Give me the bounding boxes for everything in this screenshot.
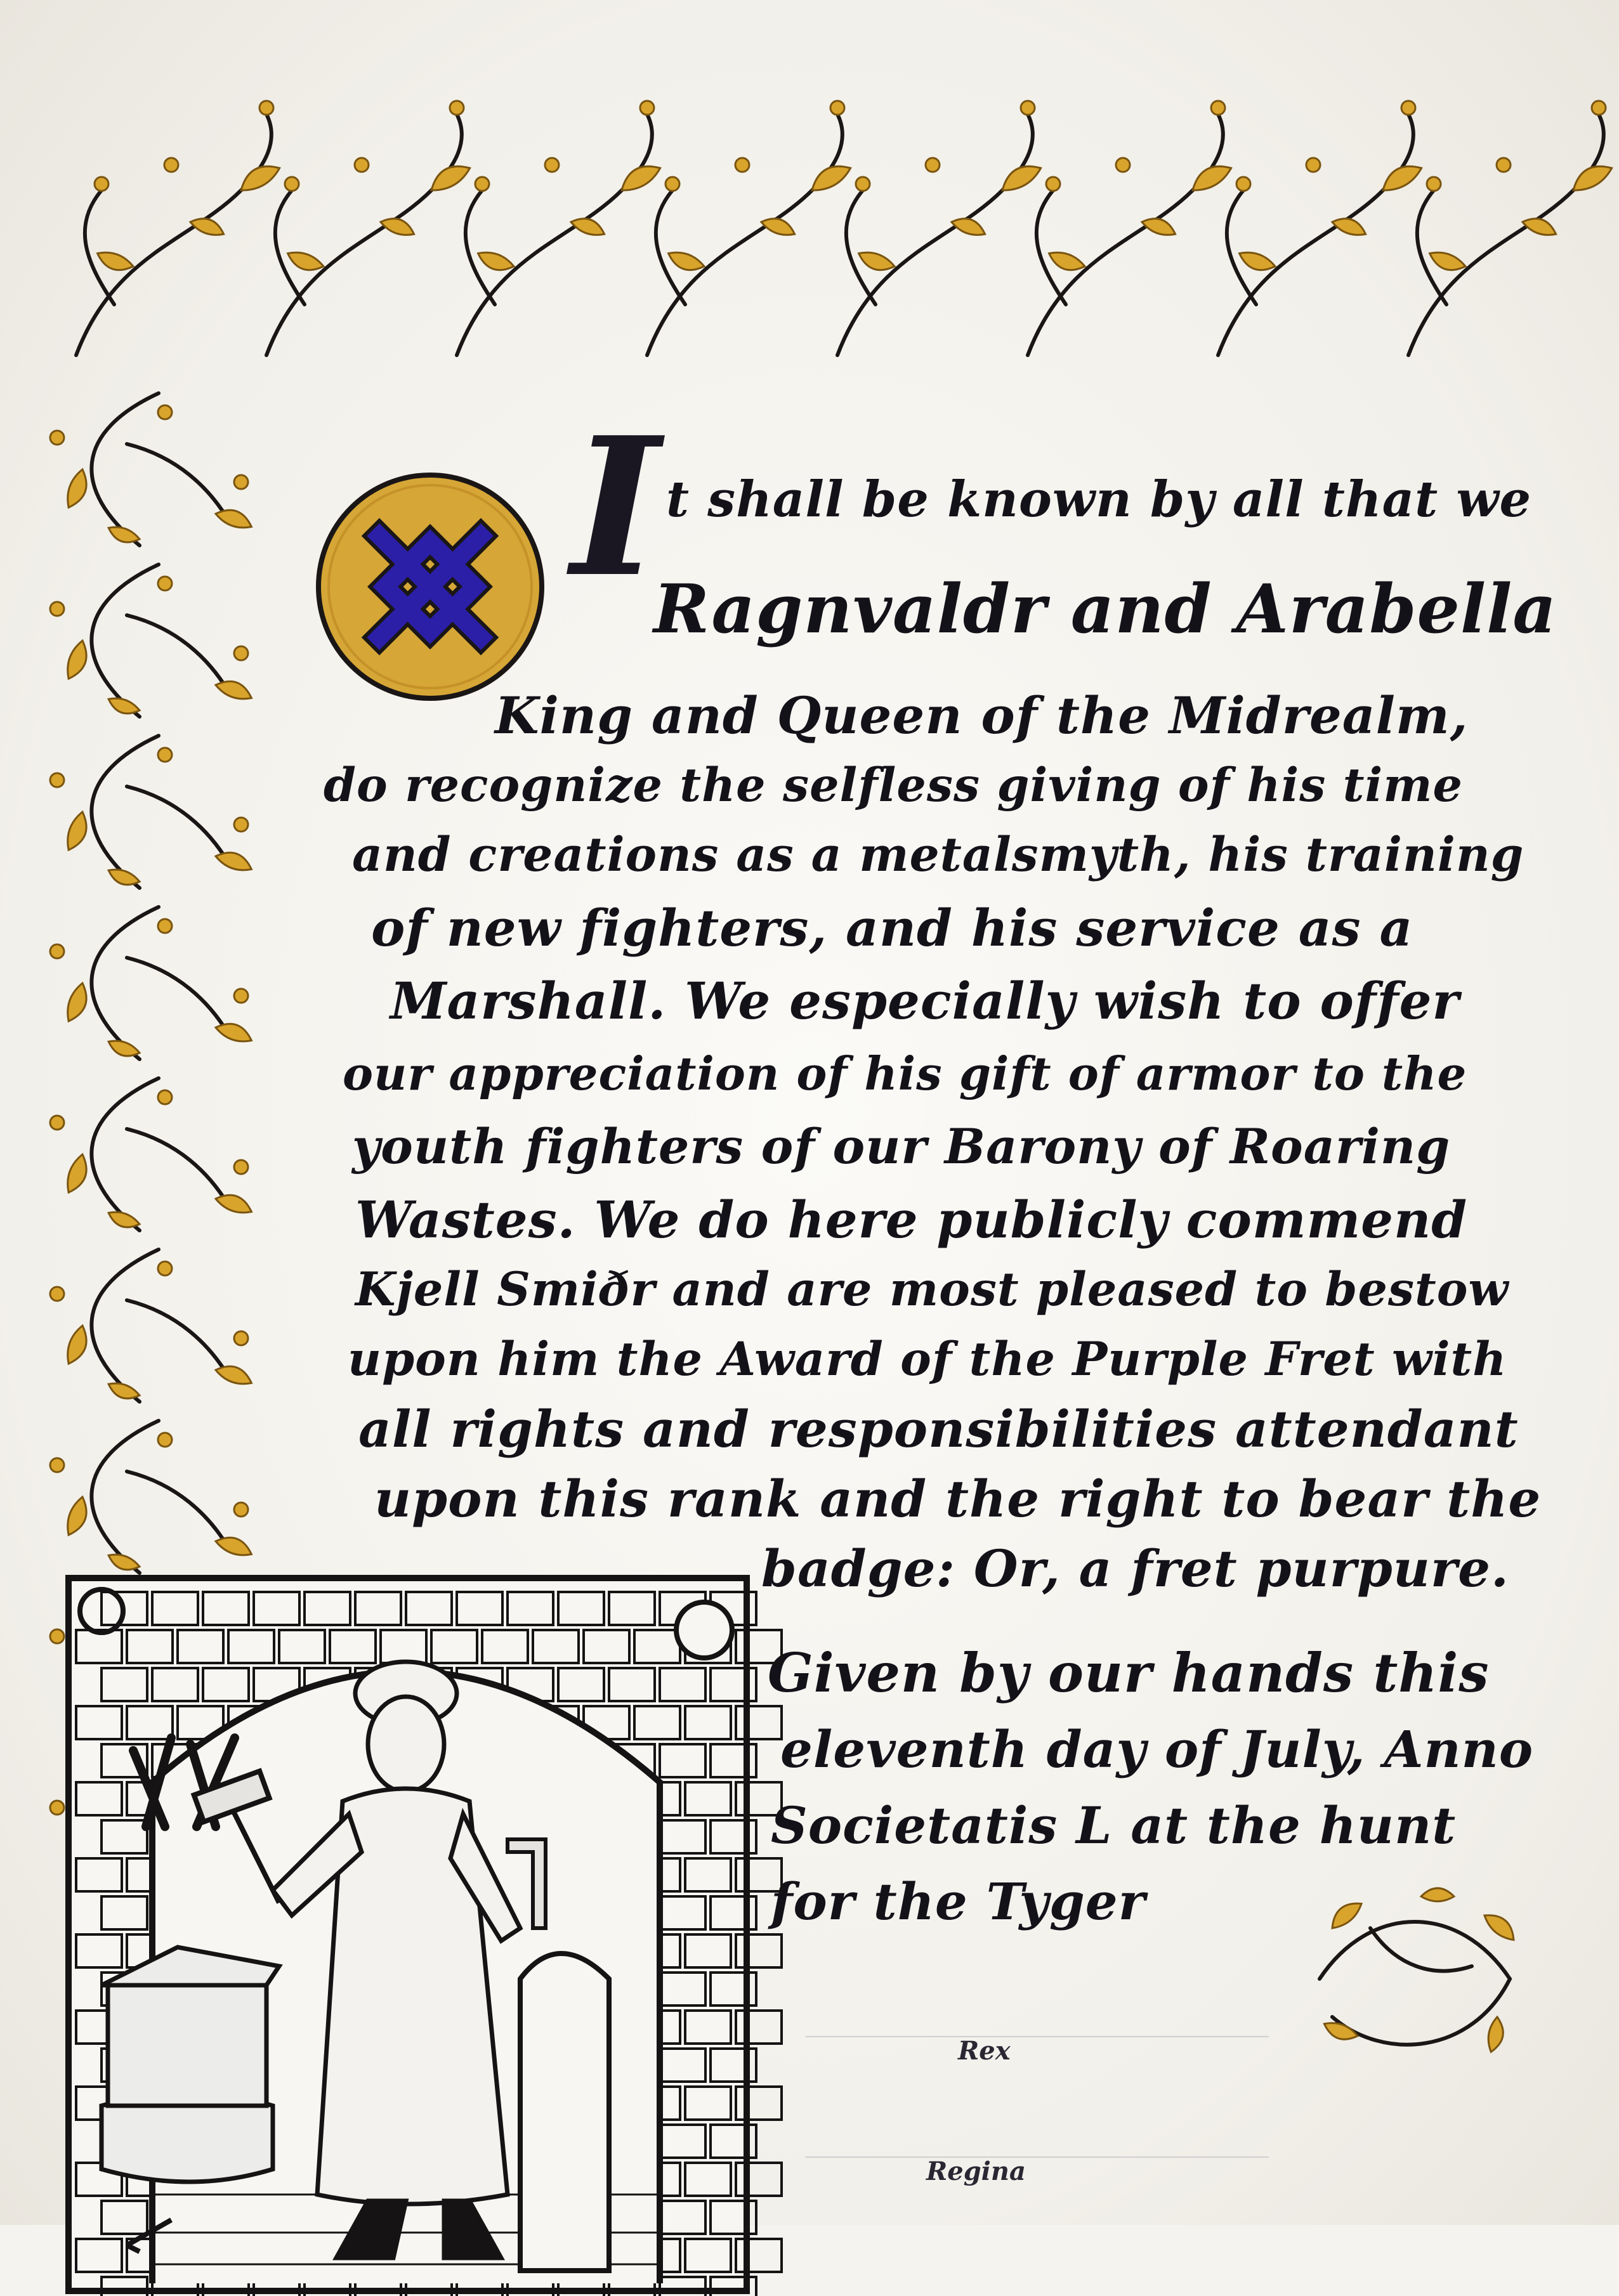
text-line-14: upon this rank and the right to bear the [374,1469,1542,1529]
text-line-1: t shall be known by all that we [666,471,1532,528]
regina-label: Regina [926,2156,1026,2186]
metalsmith-woodcut [63,1573,752,2296]
text-line-11: Kjell Smiðr and are most pleased to bestow [355,1262,1509,1317]
text-line-3: King and Queen of the Midrealm, [495,686,1469,745]
fret-roundel-icon [310,466,551,707]
text-line-9: youth fighters of our Barony of Roaring [352,1118,1451,1175]
text-line-19: for the Tyger [771,1872,1146,1931]
drop-cap: I [571,395,660,619]
text-line-5: and creations as a metalsmyth, his training [352,828,1524,882]
regina-signature-line[interactable] [806,2156,1269,2158]
text-line-4: do recognize the selfless giving of his time [324,758,1463,812]
rex-label: Rex [958,2036,1011,2066]
text-line-17: eleventh day of July, Anno [780,1719,1534,1779]
text-line-13: all rights and responsibilities attendant [358,1399,1519,1459]
text-line-16: Given by our hands this [768,1641,1490,1704]
text-line-8: our appreciation of his gift of armor to the [343,1047,1467,1100]
text-line-2: Ragnvaldr and Arabella [653,569,1557,648]
text-line-12: upon him the Award of the Purple Fret with [348,1332,1507,1386]
text-line-18: Societatis L at the hunt [771,1796,1457,1855]
corner-flourish-icon [1294,1852,1548,2106]
text-line-10: Wastes. We do here publicly commend [355,1190,1468,1249]
rex-signature-line[interactable] [806,2036,1269,2037]
text-line-6: of new fighters, and his service as a [371,898,1413,958]
text-line-7: Marshall. We especially wish to offer [390,971,1460,1031]
text-line-15: badge: Or, a fret purpure. [761,1539,1509,1598]
